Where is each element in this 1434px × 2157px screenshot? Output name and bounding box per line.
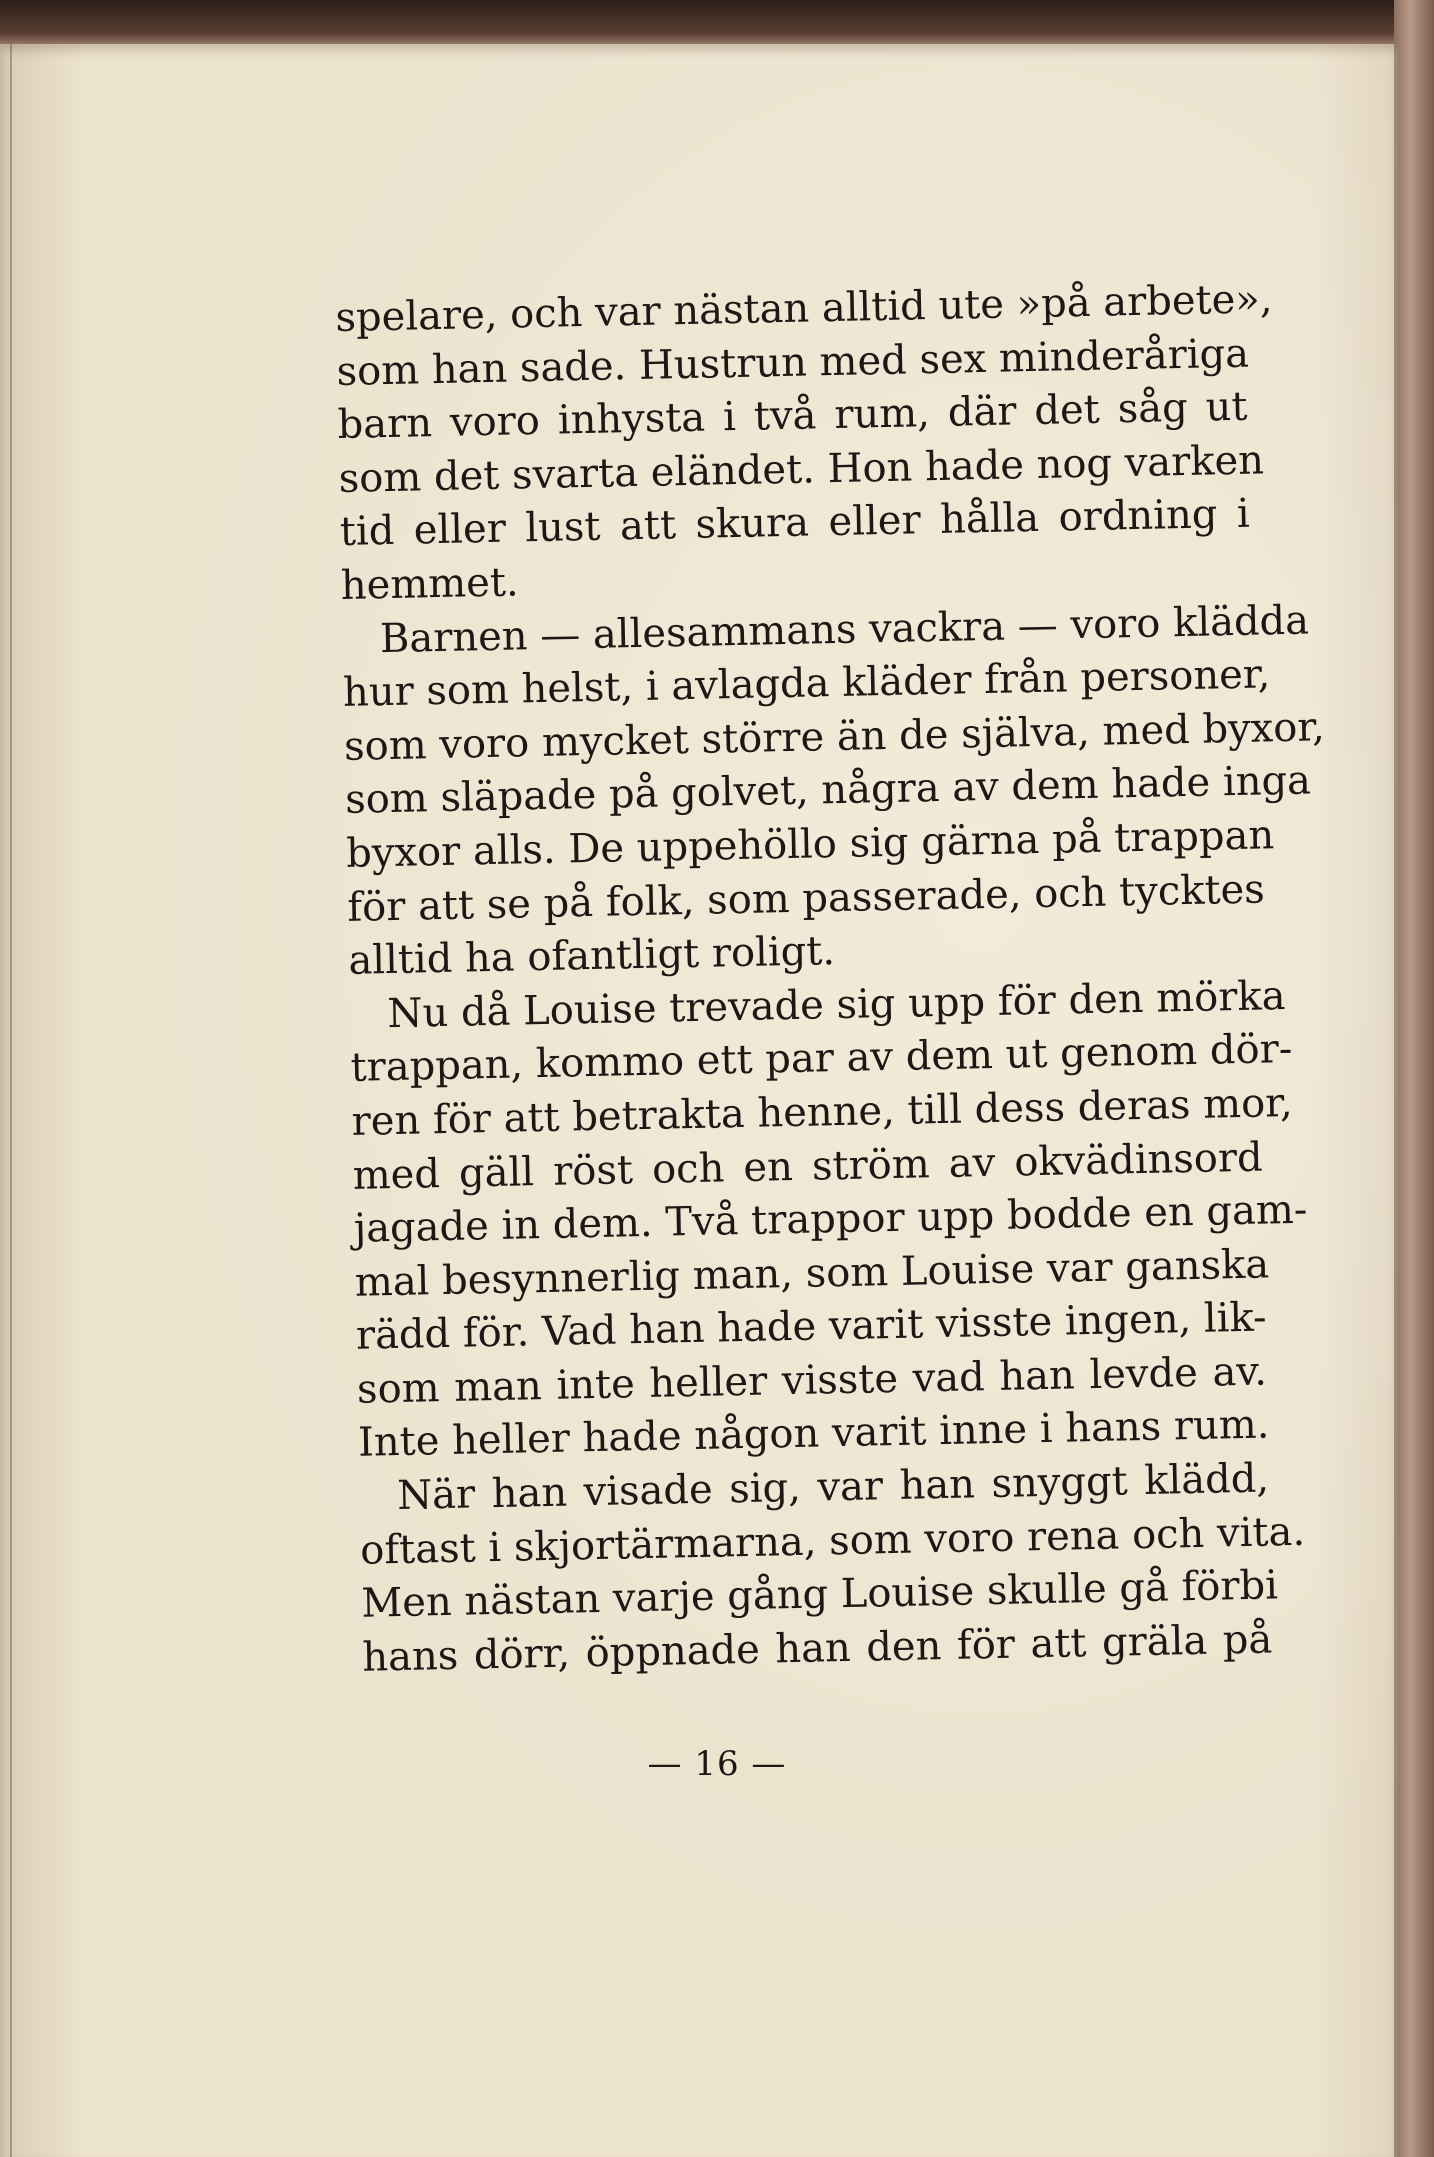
page-gutter xyxy=(10,44,12,2157)
book-cover-edge xyxy=(1394,0,1434,2157)
text-line: tid eller lust att skura eller hålla ordning i xyxy=(339,491,1251,556)
text-line: med gäll röst och en ström av okvädinsord xyxy=(352,1134,1264,1199)
paragraph-start-line: När han visade sig, var han snyggt klädd, xyxy=(396,1455,1270,1520)
text-line: rädd för. Vad han hade varit visste ingen, lik- xyxy=(355,1294,1267,1360)
text-line: Inte heller hade någon varit inne i hans rum. xyxy=(357,1401,1270,1467)
text-line: mal besynnerlig man, som Louise var ganska xyxy=(354,1241,1270,1306)
text-line: barn voro inhysta i två rum, där det såg ut xyxy=(337,383,1248,449)
book-binding-top xyxy=(0,0,1434,48)
text-line: hemmet. xyxy=(340,559,520,609)
text-line: trappan, kommo ett par av dem ut genom dör- xyxy=(350,1026,1293,1092)
text-line: som voro mycket större än de själva, med byxor, xyxy=(343,703,1326,770)
text-line: som det svarta eländet. Hon hade nog varken xyxy=(338,437,1265,502)
text-line: hur som helst, i avlagda kläder från personer, xyxy=(342,651,1271,717)
text-line: hans dörr, öppnade han den för att gräla på xyxy=(361,1616,1273,1681)
text-line: spelare, och var nästan alltid ute »på arbete», xyxy=(335,276,1273,341)
text-line: som han sade. Hustrun med sex minderåriga xyxy=(336,330,1250,395)
page-number: — 16 — xyxy=(647,1744,787,1784)
body-text xyxy=(335,274,1326,1685)
page-edge xyxy=(1394,44,1398,2157)
text-line: som släpade på golvet, några av dem hade inga xyxy=(344,757,1312,824)
text-line: som man inte heller visste vad han levde av. xyxy=(356,1348,1268,1413)
text-line: för att se på folk, som passerade, och tycktes xyxy=(346,865,1266,931)
text-line: jagade in dem. Två trappor upp bodde en gam- xyxy=(353,1186,1308,1252)
text-line: alltid ha ofantligt roligt. xyxy=(347,928,836,984)
text-line: ren för att betrakta henne, till dess deras mor, xyxy=(351,1079,1294,1145)
paragraph-start-line: Nu då Louise trevade sig upp för den mörka xyxy=(387,972,1286,1037)
text-line: byxor alls. De uppehöllo sig gärna på trappan xyxy=(345,812,1275,877)
paragraph-start-line: Barnen — allesammans vackra — voro klädda xyxy=(379,597,1310,662)
text-line: oftast i skjortärmarna, som voro rena och vita. xyxy=(359,1508,1306,1574)
text-line: Men nästan varje gång Louise skulle gå förbi xyxy=(360,1562,1279,1627)
